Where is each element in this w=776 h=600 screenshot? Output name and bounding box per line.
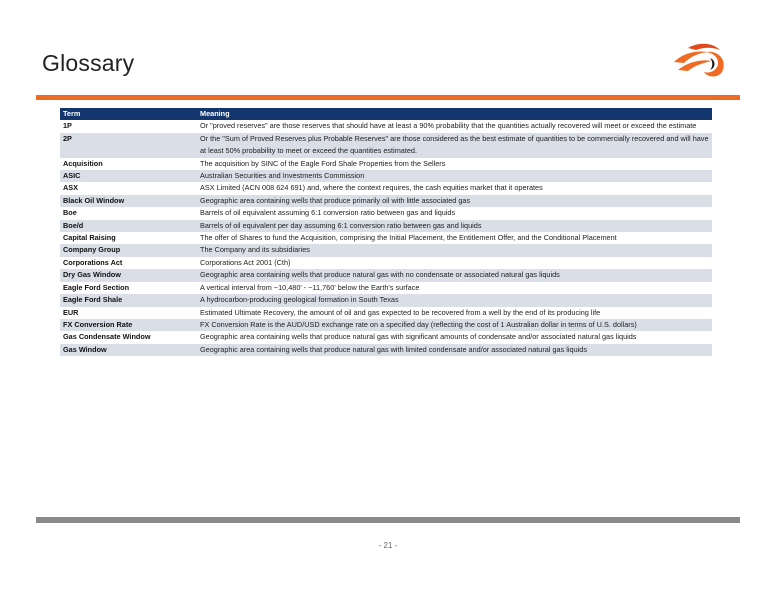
meaning-cell: Geographic area containing wells that produce natural gas with limited condensate and/or associated natural gas liquids (197, 344, 712, 356)
table-row (60, 319, 712, 331)
term-cell: Eagle Ford Section (60, 282, 197, 294)
table-row (60, 232, 712, 244)
meaning-cell: ASX Limited (ACN 008 624 691) and, where the context requires, the cash equities market that it operates (197, 182, 712, 194)
meaning-cell: The acquisition by SINC of the Eagle Ford Shale Properties from the Sellers (197, 158, 712, 170)
term-cell: Acquisition (60, 158, 197, 170)
table-row (60, 294, 712, 306)
table-row (60, 182, 712, 194)
term-cell: ASX (60, 182, 197, 194)
glossary-table (60, 108, 712, 356)
meaning-cell: Geographic area containing wells that produce natural gas with no condensate or associated natural gas liquids (197, 269, 712, 281)
term-cell: Boe/d (60, 220, 197, 232)
table-row (60, 120, 712, 132)
term-cell: Eagle Ford Shale (60, 294, 197, 306)
meaning-cell: Or the "Sum of Proved Reserves plus Probable Reserves" are those considered as the best estimate of quantities to be commercially recovered and will have at least 50% probability to meet or exceed the quantities estimated. (197, 133, 712, 158)
meaning-cell: Or "proved reserves" are those reserves that should have at least a 90% probability that the quantities actually recovered will meet or exceed the estimate (197, 120, 712, 132)
meaning-cell: Corporations Act 2001 (Cth) (197, 257, 712, 269)
term-cell: Capital Raising (60, 232, 197, 244)
meaning-cell: Australian Securities and Investments Commission (197, 170, 712, 182)
meaning-cell: A hydrocarbon-producing geological formation in South Texas (197, 294, 712, 306)
term-cell: Black Oil Window (60, 195, 197, 207)
footer-rule (36, 517, 740, 523)
table-row (60, 282, 712, 294)
page-number: - 21 - (378, 541, 398, 550)
term-cell: Corporations Act (60, 257, 197, 269)
table-row (60, 307, 712, 319)
table-row (60, 344, 712, 356)
meaning-cell: Barrels of oil equivalent assuming 6:1 conversion ratio between gas and liquids (197, 207, 712, 219)
meaning-column-header: Meaning (197, 108, 712, 120)
meaning-cell: Geographic area containing wells that produce natural gas with significant amounts of condensate and/or associated natural gas liquids (197, 331, 712, 343)
table-row (60, 170, 712, 182)
meaning-cell: The Company and its subsidiaries (197, 244, 712, 256)
term-cell: 2P (60, 133, 197, 158)
meaning-cell: Geographic area containing wells that produce primarily oil with little associated gas (197, 195, 712, 207)
meaning-cell: A vertical interval from ~10,480' - ~11,760' below the Earth's surface (197, 282, 712, 294)
table-row (60, 244, 712, 256)
term-column-header: Term (60, 108, 197, 120)
table-row (60, 331, 712, 343)
meaning-cell: Estimated Ultimate Recovery, the amount of oil and gas expected to be recovered from a well by the end of its producing life (197, 307, 712, 319)
term-cell: FX Conversion Rate (60, 319, 197, 331)
term-cell: 1P (60, 120, 197, 132)
table-header-row (60, 108, 712, 120)
flame-logo-icon (668, 40, 730, 80)
header-accent-rule (36, 95, 740, 100)
table-row (60, 195, 712, 207)
term-cell: ASIC (60, 170, 197, 182)
term-cell: Gas Window (60, 344, 197, 356)
table-row (60, 257, 712, 269)
table-row (60, 158, 712, 170)
page-title: Glossary (42, 50, 135, 76)
meaning-cell: The offer of Shares to fund the Acquisition, comprising the Initial Placement, the Entitlement Offer, and the Conditional Placement (197, 232, 712, 244)
table-row (60, 269, 712, 281)
table-row (60, 220, 712, 232)
table-row (60, 133, 712, 158)
meaning-cell: Barrels of oil equivalent per day assuming 6:1 conversion ratio between gas and liquids (197, 220, 712, 232)
glossary-body (60, 120, 712, 356)
meaning-cell: FX Conversion Rate is the AUD/USD exchange rate on a specified day (reflecting the cost of 1 Australian dollar in terms of U.S. dollars) (197, 319, 712, 331)
term-cell: Boe (60, 207, 197, 219)
term-cell: Dry Gas Window (60, 269, 197, 281)
term-cell: Gas Condensate Window (60, 331, 197, 343)
term-cell: EUR (60, 307, 197, 319)
table-row (60, 207, 712, 219)
term-cell: Company Group (60, 244, 197, 256)
